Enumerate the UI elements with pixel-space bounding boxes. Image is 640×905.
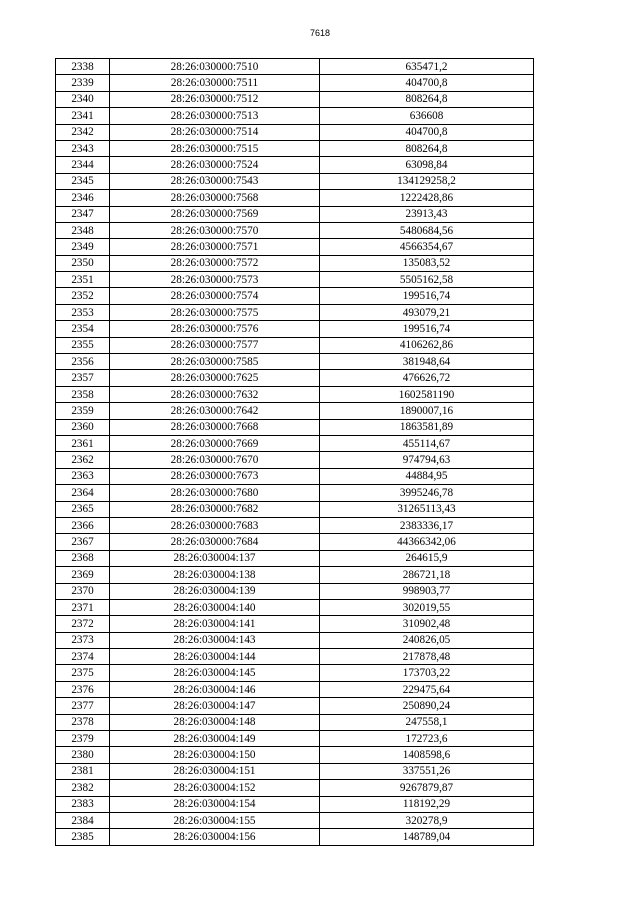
cadastral-number-cell: 28:26:030000:7673	[110, 468, 320, 484]
row-number-cell: 2364	[56, 485, 110, 501]
table-row	[56, 354, 534, 370]
cadastral-value-cell: 974794,63	[320, 452, 534, 468]
row-number-cell: 2378	[56, 714, 110, 730]
table-row	[56, 763, 534, 779]
table-row	[56, 75, 534, 91]
table-row	[56, 812, 534, 828]
row-number-cell: 2377	[56, 698, 110, 714]
table-row	[56, 567, 534, 583]
row-number-cell: 2353	[56, 304, 110, 320]
cadastral-value-cell: 337551,26	[320, 763, 534, 779]
cadastral-number-cell: 28:26:030000:7576	[110, 321, 320, 337]
cadastral-value-cell: 635471,2	[320, 59, 534, 75]
table-row	[56, 386, 534, 402]
row-number-cell: 2347	[56, 206, 110, 222]
cadastral-value-cell: 4106262,86	[320, 337, 534, 353]
cadastral-number-cell: 28:26:030000:7670	[110, 452, 320, 468]
table-row	[56, 272, 534, 288]
cadastral-value-cell: 250890,24	[320, 698, 534, 714]
table-row	[56, 157, 534, 173]
row-number-cell: 2383	[56, 796, 110, 812]
row-number-cell: 2348	[56, 222, 110, 238]
cadastral-value-cell: 404700,8	[320, 124, 534, 140]
table-row	[56, 698, 534, 714]
cadastral-number-cell: 28:26:030000:7684	[110, 534, 320, 550]
table-row	[56, 173, 534, 189]
table-row	[56, 337, 534, 353]
cadastral-number-cell: 28:26:030004:150	[110, 747, 320, 763]
row-number-cell: 2370	[56, 583, 110, 599]
cadastral-number-cell: 28:26:030000:7577	[110, 337, 320, 353]
cadastral-value-cell: 404700,8	[320, 75, 534, 91]
cadastral-value-cell: 808264,8	[320, 91, 534, 107]
cadastral-number-cell: 28:26:030000:7510	[110, 59, 320, 75]
cadastral-value-cell: 2383336,17	[320, 517, 534, 533]
cadastral-number-cell: 28:26:030000:7513	[110, 108, 320, 124]
row-number-cell: 2362	[56, 452, 110, 468]
cadastral-value-cell: 998903,77	[320, 583, 534, 599]
cadastral-value-cell: 1890007,16	[320, 403, 534, 419]
row-number-cell: 2360	[56, 419, 110, 435]
table-row	[56, 435, 534, 451]
row-number-cell: 2340	[56, 91, 110, 107]
cadastral-value-cell: 1863581,89	[320, 419, 534, 435]
cadastral-number-cell: 28:26:030004:148	[110, 714, 320, 730]
row-number-cell: 2359	[56, 403, 110, 419]
row-number-cell: 2344	[56, 157, 110, 173]
row-number-cell: 2346	[56, 190, 110, 206]
row-number-cell: 2379	[56, 731, 110, 747]
cadastral-value-cell: 455114,67	[320, 435, 534, 451]
row-number-cell: 2341	[56, 108, 110, 124]
cadastral-value-cell: 148789,04	[320, 829, 534, 845]
table-row	[56, 599, 534, 615]
cadastral-value-cell: 247558,1	[320, 714, 534, 730]
cadastral-value-cell: 217878,48	[320, 649, 534, 665]
cadastral-value-cell: 44366342,06	[320, 534, 534, 550]
table-row	[56, 731, 534, 747]
cadastral-number-cell: 28:26:030000:7568	[110, 190, 320, 206]
row-number-cell: 2371	[56, 599, 110, 615]
cadastral-number-cell: 28:26:030004:144	[110, 649, 320, 665]
cadastral-number-cell: 28:26:030004:146	[110, 681, 320, 697]
cadastral-value-cell: 320278,9	[320, 812, 534, 828]
cadastral-number-cell: 28:26:030004:140	[110, 599, 320, 615]
cadastral-number-cell: 28:26:030004:145	[110, 665, 320, 681]
cadastral-value-cell: 134129258,2	[320, 173, 534, 189]
cadastral-value-cell: 493079,21	[320, 304, 534, 320]
table-row	[56, 534, 534, 550]
row-number-cell: 2354	[56, 321, 110, 337]
row-number-cell: 2369	[56, 567, 110, 583]
cadastral-number-cell: 28:26:030000:7668	[110, 419, 320, 435]
cadastral-value-cell: 3995246,78	[320, 485, 534, 501]
row-number-cell: 2384	[56, 812, 110, 828]
row-number-cell: 2350	[56, 255, 110, 271]
table-row	[56, 649, 534, 665]
cadastral-number-cell: 28:26:030000:7669	[110, 435, 320, 451]
row-number-cell: 2365	[56, 501, 110, 517]
cadastral-value-cell: 9267879,87	[320, 780, 534, 796]
cadastral-value-cell: 302019,55	[320, 599, 534, 615]
table-row	[56, 140, 534, 156]
cadastral-value-cell: 310902,48	[320, 616, 534, 632]
cadastral-number-cell: 28:26:030000:7571	[110, 239, 320, 255]
table-row	[56, 632, 534, 648]
table-row	[56, 91, 534, 107]
cadastral-value-cell: 4566354,67	[320, 239, 534, 255]
table-row	[56, 747, 534, 763]
table-row	[56, 304, 534, 320]
cadastral-number-cell: 28:26:030004:147	[110, 698, 320, 714]
row-number-cell: 2381	[56, 763, 110, 779]
table-row	[56, 681, 534, 697]
cadastral-value-cell: 199516,74	[320, 321, 534, 337]
table-row	[56, 370, 534, 386]
table-row	[56, 108, 534, 124]
cadastral-number-cell: 28:26:030000:7515	[110, 140, 320, 156]
cadastral-number-cell: 28:26:030000:7632	[110, 386, 320, 402]
cadastral-number-cell: 28:26:030000:7572	[110, 255, 320, 271]
table-row	[56, 239, 534, 255]
page-number: 7618	[309, 28, 331, 38]
cadastral-number-cell: 28:26:030000:7570	[110, 222, 320, 238]
cadastral-number-cell: 28:26:030000:7574	[110, 288, 320, 304]
cadastral-number-cell: 28:26:030000:7569	[110, 206, 320, 222]
cadastral-number-cell: 28:26:030004:151	[110, 763, 320, 779]
cadastral-number-cell: 28:26:030000:7683	[110, 517, 320, 533]
table-row	[56, 419, 534, 435]
cadastral-value-cell: 808264,8	[320, 140, 534, 156]
cadastral-number-cell: 28:26:030000:7625	[110, 370, 320, 386]
cadastral-number-cell: 28:26:030004:141	[110, 616, 320, 632]
cadastral-value-cell: 23913,43	[320, 206, 534, 222]
cadastral-number-cell: 28:26:030000:7585	[110, 354, 320, 370]
row-number-cell: 2339	[56, 75, 110, 91]
row-number-cell: 2373	[56, 632, 110, 648]
cadastral-number-cell: 28:26:030004:149	[110, 731, 320, 747]
row-number-cell: 2374	[56, 649, 110, 665]
row-number-cell: 2338	[56, 59, 110, 75]
row-number-cell: 2355	[56, 337, 110, 353]
table-row	[56, 321, 534, 337]
cadastral-value-cell: 172723,6	[320, 731, 534, 747]
cadastral-number-cell: 28:26:030004:155	[110, 812, 320, 828]
table-row	[56, 829, 534, 845]
table-row	[56, 485, 534, 501]
row-number-cell: 2376	[56, 681, 110, 697]
cadastral-number-cell: 28:26:030004:138	[110, 567, 320, 583]
cadastral-number-cell: 28:26:030004:156	[110, 829, 320, 845]
cadastral-value-cell: 1222428,86	[320, 190, 534, 206]
cadastral-value-cell: 1408598,6	[320, 747, 534, 763]
cadastral-number-cell: 28:26:030000:7642	[110, 403, 320, 419]
table-row	[56, 501, 534, 517]
table-row	[56, 468, 534, 484]
table-row	[56, 403, 534, 419]
cadastral-value-cell: 636608	[320, 108, 534, 124]
row-number-cell: 2356	[56, 354, 110, 370]
row-number-cell: 2345	[56, 173, 110, 189]
cadastral-value-cell: 44884,95	[320, 468, 534, 484]
row-number-cell: 2349	[56, 239, 110, 255]
row-number-cell: 2363	[56, 468, 110, 484]
row-number-cell: 2380	[56, 747, 110, 763]
table-body	[56, 59, 534, 846]
cadastral-number-cell: 28:26:030000:7511	[110, 75, 320, 91]
cadastral-number-cell: 28:26:030000:7680	[110, 485, 320, 501]
table-row	[56, 206, 534, 222]
row-number-cell: 2372	[56, 616, 110, 632]
cadastral-value-cell: 286721,18	[320, 567, 534, 583]
cadastral-value-cell: 264615,9	[320, 550, 534, 566]
row-number-cell: 2375	[56, 665, 110, 681]
cadastral-number-cell: 28:26:030000:7575	[110, 304, 320, 320]
row-number-cell: 2382	[56, 780, 110, 796]
table-row	[56, 780, 534, 796]
table-row	[56, 796, 534, 812]
table-row	[56, 665, 534, 681]
table-row	[56, 59, 534, 75]
row-number-cell: 2358	[56, 386, 110, 402]
cadastral-number-cell: 28:26:030004:139	[110, 583, 320, 599]
cadastral-value-cell: 381948,64	[320, 354, 534, 370]
table-row	[56, 288, 534, 304]
table-row	[56, 550, 534, 566]
table-row	[56, 714, 534, 730]
table-row	[56, 190, 534, 206]
table-row	[56, 583, 534, 599]
cadastral-value-table	[55, 58, 534, 846]
cadastral-number-cell: 28:26:030004:152	[110, 780, 320, 796]
cadastral-value-cell: 173703,22	[320, 665, 534, 681]
row-number-cell: 2366	[56, 517, 110, 533]
cadastral-number-cell: 28:26:030000:7682	[110, 501, 320, 517]
row-number-cell: 2385	[56, 829, 110, 845]
cadastral-value-cell: 199516,74	[320, 288, 534, 304]
table-row	[56, 517, 534, 533]
table-row	[56, 616, 534, 632]
cadastral-value-cell: 135083,52	[320, 255, 534, 271]
row-number-cell: 2368	[56, 550, 110, 566]
row-number-cell: 2357	[56, 370, 110, 386]
cadastral-value-cell: 229475,64	[320, 681, 534, 697]
cadastral-value-cell: 476626,72	[320, 370, 534, 386]
cadastral-value-cell: 63098,84	[320, 157, 534, 173]
table-row	[56, 452, 534, 468]
row-number-cell: 2343	[56, 140, 110, 156]
cadastral-value-cell: 5480684,56	[320, 222, 534, 238]
row-number-cell: 2367	[56, 534, 110, 550]
cadastral-value-cell: 31265113,43	[320, 501, 534, 517]
cadastral-number-cell: 28:26:030000:7514	[110, 124, 320, 140]
table-row	[56, 255, 534, 271]
table-row	[56, 222, 534, 238]
cadastral-value-cell: 5505162,58	[320, 272, 534, 288]
row-number-cell: 2361	[56, 435, 110, 451]
cadastral-number-cell: 28:26:030000:7543	[110, 173, 320, 189]
cadastral-value-cell: 1602581190	[320, 386, 534, 402]
cadastral-number-cell: 28:26:030000:7573	[110, 272, 320, 288]
cadastral-number-cell: 28:26:030000:7512	[110, 91, 320, 107]
cadastral-number-cell: 28:26:030004:143	[110, 632, 320, 648]
cadastral-number-cell: 28:26:030000:7524	[110, 157, 320, 173]
cadastral-number-cell: 28:26:030004:154	[110, 796, 320, 812]
cadastral-number-cell: 28:26:030004:137	[110, 550, 320, 566]
table-row	[56, 124, 534, 140]
cadastral-value-cell: 118192,29	[320, 796, 534, 812]
row-number-cell: 2342	[56, 124, 110, 140]
row-number-cell: 2351	[56, 272, 110, 288]
cadastral-value-cell: 240826,05	[320, 632, 534, 648]
row-number-cell: 2352	[56, 288, 110, 304]
